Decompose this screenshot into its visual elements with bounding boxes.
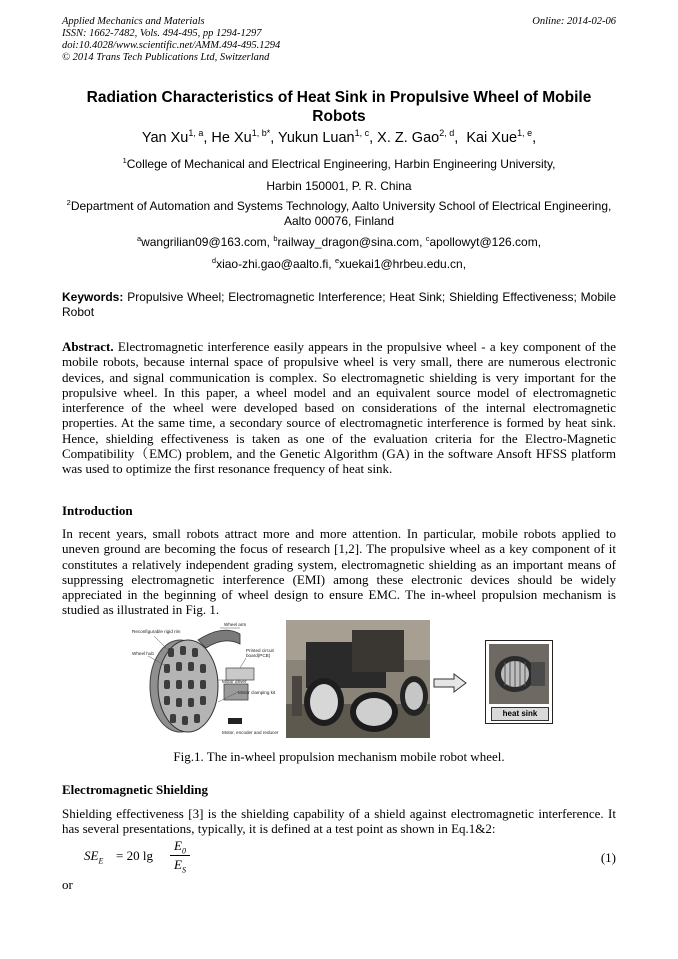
label-clamping-kit: Motor clamping kit	[238, 690, 276, 695]
label-rim: Reconfigurable rigid rim	[132, 629, 181, 634]
copyright-line: © 2014 Trans Tech Publications Ltd, Switzerland	[62, 52, 270, 63]
introduction-heading: Introduction	[62, 503, 133, 518]
keywords-text: Propulsive Wheel; Electromagnetic Interference; Heat Sink; Shielding Effectiveness; Mobile Robot	[62, 290, 617, 319]
equation-op: = 20 lg	[116, 848, 153, 863]
figure-heat-sink-photo	[485, 640, 553, 724]
journal-header	[62, 16, 280, 64]
robot-photo	[286, 620, 430, 738]
doi-line: doi:10.4028/www.scientific.net/AMM.494-495.1294	[62, 40, 281, 51]
affiliation-text: Department of Automation and Systems Technology, Aalto University School of Electrical Engineering,	[70, 199, 612, 213]
email-address: xiao-zhi.gao@aalto.fi,	[216, 257, 332, 271]
trailing-text: or	[62, 877, 73, 892]
email-address: wangrilian09@163.com,	[141, 235, 270, 249]
email-line-2	[62, 256, 616, 272]
author-name: He Xu	[211, 130, 252, 146]
keywords-label: Keywords:	[62, 290, 124, 304]
paper-title: Radiation Characteristics of Heat Sink in Propulsive Wheel of Mobile Robots	[86, 89, 592, 125]
author-name: Yukun Luan	[278, 130, 355, 146]
email-address: railway_dragon@sina.com,	[277, 235, 423, 249]
equation-lhs: $SE_E$	[84, 848, 104, 866]
email-sup: a	[136, 234, 142, 243]
author-name: Kai Xue	[466, 130, 518, 146]
label-pcb-1: Printed circuit	[246, 648, 274, 653]
heat-sink-label: heat sink	[491, 707, 549, 721]
email-sup: b	[273, 234, 278, 243]
fraction-bar	[170, 855, 190, 856]
label-wheel-arm: Wheel arm	[224, 622, 247, 627]
shielding-heading: Electromagnetic Shielding	[62, 782, 209, 797]
email-sup: c	[425, 234, 430, 243]
figure-caption: Fig.1. The in-wheel propulsion mechanism mobile robot wheel.	[173, 749, 505, 764]
affiliation-2-city: Aalto 00076, Finland	[283, 214, 395, 228]
abstract-label: Abstract.	[62, 339, 114, 354]
shielding-text: Shielding effectiveness [3] is the shielding capability of a shield against electromagnetic interference. It has several presentations, typically, it is defined at a test point as shown in Eq.1&2:	[62, 806, 616, 837]
email-sup: d	[211, 256, 217, 265]
abstract	[62, 339, 616, 477]
figure-wheel-cad	[128, 620, 285, 738]
wheel-cad-drawing	[128, 620, 285, 738]
author-list: Yan Xu$^{1, a}$, He $Xu^{1, b*}$, Yukun Luan$^{1, c}$, X. Z. Gao$^{2, d}$, Kai Xue$^{1, e}$,	[141, 128, 537, 146]
journal-name: Applied Mechanics and Materials	[62, 16, 205, 27]
author-name: X. Z. Gao	[377, 130, 440, 146]
affiliation-sup: 1	[122, 156, 127, 165]
affiliation-2	[56, 198, 622, 214]
email-sup: e	[334, 256, 340, 265]
figure-robot-photo	[286, 620, 430, 738]
label-motor-driver: Motor driver	[222, 679, 247, 684]
affiliation-1-city: Harbin 150001, P. R. China	[266, 179, 412, 193]
author-name: Yan Xu	[141, 130, 189, 146]
introduction-text: In recent years, small robots attract more and more attention. In particular, mobile robots applied to uneven ground are becoming the focus of research [1,2]. The propulsive wheel as a key component of it constitutes a relatively independent grading system, electromagnetic shielding as an important means of suppressing electromagnetic interference (EMI) among these electronic devices should be widely appreciated in the beginning of wheel design to ensure EMC. The in-wheel propulsion mechanism is studied as illustrated in Fig. 1.	[62, 526, 616, 618]
author-sup: 1, b*	[251, 128, 271, 139]
issn-line: ISSN: 1662-7482, Vols. 494-495, pp 1294-1297	[62, 28, 262, 39]
equation-number: (1)	[600, 850, 616, 865]
email-address: xuekai1@hrbeu.edu.cn,	[339, 257, 467, 271]
online-date: Online: 2014-02-06	[532, 16, 616, 27]
abstract-text: Electromagnetic interference easily appears in the propulsive wheel - a key component of the mobile robots, because internal space of propulsive wheel is very small, there are numerous electronic devices, and signal communication is complex. So electromagnetic shielding is very important for the propulsive wheel. In this paper, a wheel model and an equivalent source model of electromagnetic interference of the wheel were developed based on considerations of the internal electromagnetic properties. At the same time, a secondary source of electromagnetic interference is formed by heat sink. Hence, shielding effectiveness is taken as one of the evaluation criteria for the Electro-Magnetic Compatibility（EMC) problem, and the Genetic Algorithm (GA) in the software Ansoft HFSS platform was used to optimize the first resonance frequency of heat sink.	[62, 339, 616, 477]
affiliation-text: College of Mechanical and Electrical Engineering, Harbin Engineering University,	[126, 157, 556, 171]
arrow-right-icon	[430, 672, 470, 694]
email-address: apollowyt@126.com,	[429, 235, 542, 249]
author-sup: 2, d	[439, 128, 455, 139]
figure-arrow	[430, 672, 470, 694]
equation-numerator: $E_0$	[174, 838, 186, 856]
author-sup: 1, a	[188, 128, 204, 139]
email-line-1	[62, 234, 616, 250]
keywords	[62, 290, 616, 320]
affiliation-sup: 2	[66, 198, 71, 207]
equation-denominator: $E_S$	[174, 857, 186, 875]
label-motor: Motor, encoder and reducer	[222, 730, 279, 735]
label-hub: Wheel hub	[132, 651, 154, 656]
author-sup: 1, c	[354, 128, 370, 139]
affiliation-1	[62, 156, 616, 172]
label-pcb-2: board(PCB)	[246, 653, 271, 658]
author-sup: 1, e	[517, 128, 533, 139]
